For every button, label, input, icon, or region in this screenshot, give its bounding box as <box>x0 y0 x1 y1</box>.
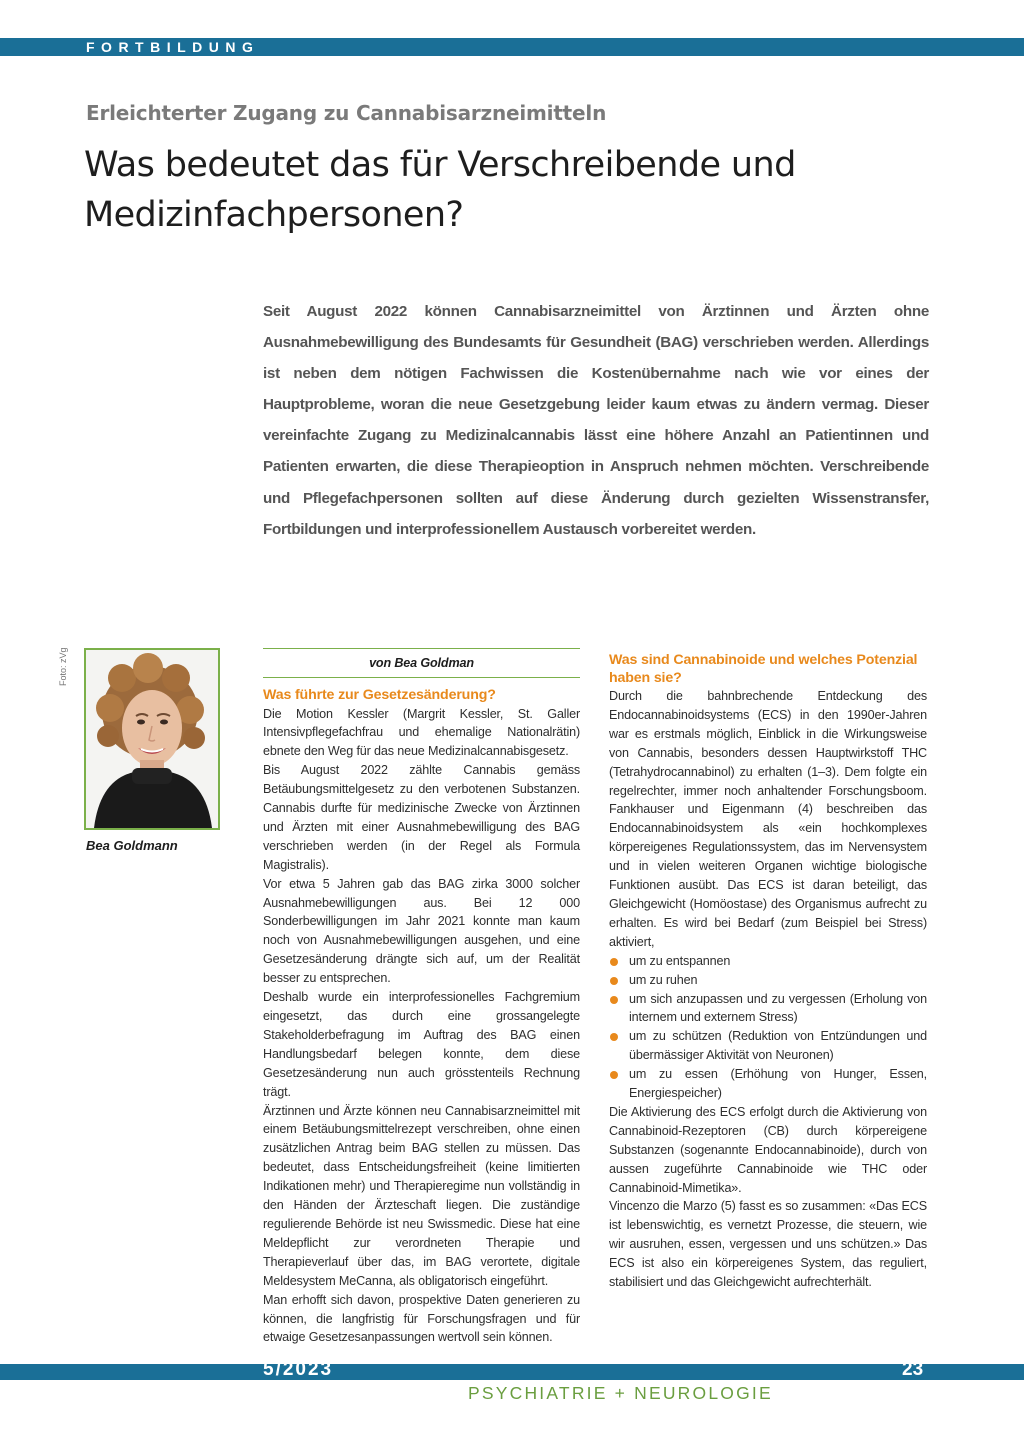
section-label: FORTBILDUNG <box>86 39 260 55</box>
author-photo <box>84 648 220 830</box>
article-column-1 <box>263 648 580 1347</box>
article-column-2 <box>609 652 927 1292</box>
list-item: um zu essen (Erhöhung von Hunger, Essen, Energiespeicher) <box>609 1065 927 1103</box>
bullet-icon <box>610 1033 618 1041</box>
page-number: 23 <box>902 1359 924 1380</box>
paragraph: Bis August 2022 zählte Cannabis gemäss Betäubungsmittelgesetz zu den verbotenen Substanzen. Cannabis durfte für medizinische Zwecke von Ärztinnen und Ärzten mit einer Ausnahmebewilligung des BAG verschrieben werden (in der Regel als Formula Magistralis). <box>263 763 580 872</box>
paragraph: Vincenzo die Marzo (5) fasst es so zusammen: «Das ECS ist lebenswichtig, es vernetzt Prozesse, die steuern, wie wir ausruhen, essen, vergessen und uns schützen.» Das ECS ist also ein körpereigenes System, das reguliert, stabilisiert und das Gleichgewicht aufrechterhält. <box>609 1199 927 1290</box>
bullet-icon <box>610 977 618 985</box>
paragraph: Deshalb wurde ein interprofessionelles Fachgremium eingesetzt, das durch eine grossangelegte Stakeholderbefragung im Auftrag des BAG einen Handlungsbedarf belegen konnte, dem diese Gesetzesänderung nun auch grösstenteils Rechnung trägt. <box>263 990 580 1099</box>
bullet-icon <box>610 996 618 1004</box>
list-item: um zu schützen (Reduktion von Entzündungen und übermässiger Aktivität von Neuronen) <box>609 1027 927 1065</box>
paragraph: Durch die bahnbrechende Entdeckung des Endocannabinoidsystems (ECS) in den 1990er-Jahren war es erstmals möglich, Einblick in die Wirkungsweise von Cannabis, besonders dessen Hauptwirkstoff THC (Tetrahydrocannabinol) zu erhalten (1–3). Dem folgte ein regelrechter, immer noch anhaltender Forschungsboom. Fankhauser und Eigenmann (4) beschreiben das Endocannabinoidsystem als «ein hochkomplexes körpereigenes Regulationssystem, das im Nervensystem und in vielen weiteren Organen wichtige biologische Funktionen ausübt. Das ECS ist daran beteiligt, das Gleichgewicht (Homöostase) des Organismus aufrecht zu erhalten. Es wird bei Bedarf (zum Beispiel bei Stress) aktiviert, <box>609 689 927 949</box>
footer-bar <box>0 1364 1024 1380</box>
portrait-image <box>86 650 218 828</box>
list-item: um zu entspannen <box>609 952 927 971</box>
section-heading-2: Was sind Cannabinoide und welches Potenzial haben sie? <box>609 652 918 686</box>
article-title: Was bedeutet das für Verschreibende und Medizinfachpersonen? <box>84 145 796 235</box>
photo-caption: Bea Goldmann <box>86 838 178 853</box>
bullet-list <box>609 952 927 1103</box>
article-lead: Seit August 2022 können Cannabisarzneimittel von Ärztinnen und Ärzten ohne Ausnahmebewilligung des Bundesamts für Gesundheit (BAG) verschrieben werden. Allerdings ist neben dem nötigen Fachwissen die Kostenübernahme nach wie vor eines der Hauptprobleme, woran die neue Gesetzgebung leider kaum etwas zu ändern vermag. Dieser vereinfachte Zugang zu Medizinalcannabis lässt eine höhere Anzahl an Patientinnen und Patienten erwarten, die diese Therapieoption in Anspruch nehmen möchten. Verschreibende und Pflegefachpersonen sollten auf diese Änderung durch gezielten Wissenstransfer, Fortbildungen und interprofessionellem Austausch vorbereitet werden. <box>263 303 929 538</box>
paragraph: Man erhofft sich davon, prospektive Daten generieren zu können, die langfristig für Forschungsfragen und für etwaige Gesetzesanpassungen wertvoll sein können. <box>263 1292 580 1345</box>
list-item: um zu ruhen <box>609 971 927 990</box>
section-heading-1: Was führte zur Gesetzesänderung? <box>263 687 496 703</box>
paragraph: Die Motion Kessler (Margrit Kessler, St. Galler Intensivpflegefachfrau und ehemalige Nationalrätin) ebnete den Weg für das neue Medizinalcannabisgesetz. <box>263 706 580 759</box>
paragraph: Die Aktivierung des ECS erfolgt durch die Aktivierung von Cannabinoid-Rezeptoren (CB) durch körpereigene Substanzen (sogenannte Endocannabinoide), durch von aussen zugeführte Cannabinoide wie THC oder Cannabinoid-Mimetika». <box>609 1104 927 1195</box>
list-item: um sich anzupassen und zu vergessen (Erholung von internem und externem Stress) <box>609 990 927 1028</box>
photo-credit: Foto: zVg <box>58 647 68 686</box>
bullet-icon <box>610 958 618 966</box>
journal-name: PSYCHIATRIE + NEUROLOGIE <box>468 1383 773 1403</box>
paragraph: Vor etwa 5 Jahren gab das BAG zirka 3000 solcher Ausnahmebewilligungen aus. Bei 12 000 Sonderbewilligungen im Jahr 2021 konnte man kaum noch von Ausnahmebewilligungen ausgehen, und eine Gesetzesänderung drängte sich auf, um der Realität besser zu entsprechen. <box>263 876 580 986</box>
paragraph: Ärztinnen und Ärzte können neu Cannabisarzneimittel mit einem Betäubungsmittelrezept verschreiben, ohne einen zusätzlichen Antrag beim BAG stellen zu müssen. Das bedeutet, dass Entscheidungsfreiheit (keine limitierten Indikationen mehr) und Therapieregime nun vollständig in den Händen der Ärzteschaft liegen. Die zuständige regulierende Behörde ist neu Swissmedic. Diese hat eine Meldepflicht zur verordneten Therapie und Therapieverlauf über das, im BAG verortete, digitale Meldesystem MeCanna, als obligatorisch eingeführt. <box>263 1103 580 1288</box>
article-kicker: Erleichterter Zugang zu Cannabisarzneimitteln <box>86 101 607 125</box>
byline: von Bea Goldman <box>263 648 580 678</box>
issue-number: 5/2023 <box>263 1359 334 1380</box>
bullet-icon <box>610 1071 618 1079</box>
